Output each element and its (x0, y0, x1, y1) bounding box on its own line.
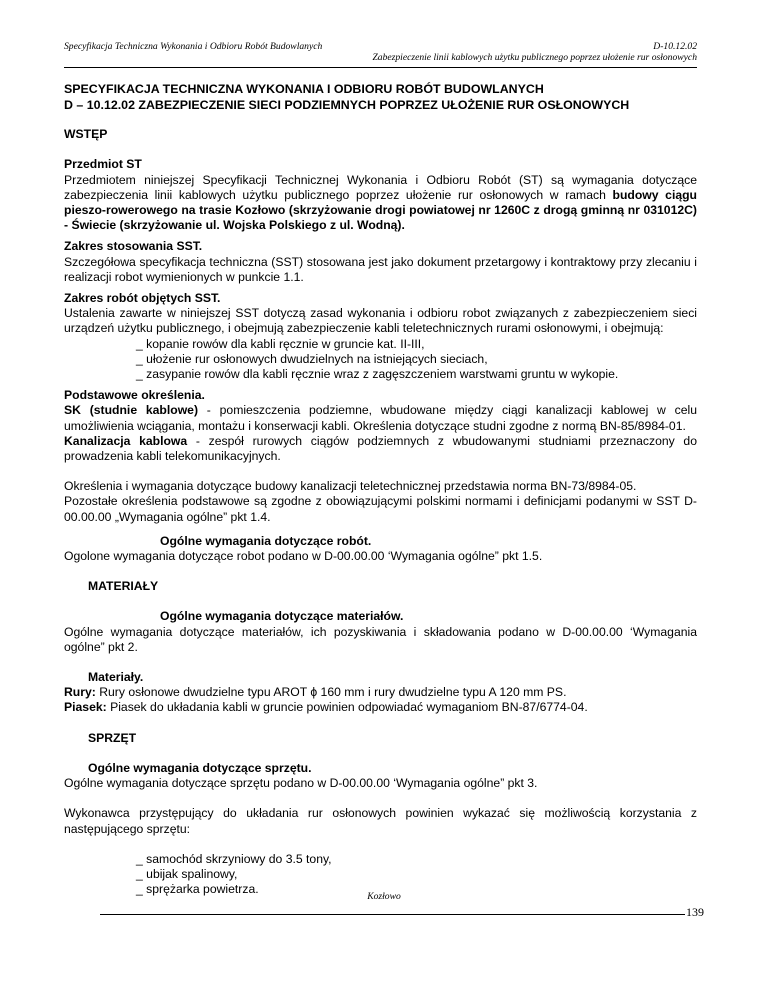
subsection-heading-okreslenia: Podstawowe określenia. (64, 388, 205, 403)
piasek-text: Piasek do układania kabli w gruncie powinien odpowiadać wymaganiom BN-87/6774-04. (106, 700, 588, 715)
piasek-label: Piasek: (64, 700, 107, 715)
definition-term: Kanalizacja kablowa (64, 433, 188, 448)
section-heading-materialy: MATERIAŁY (88, 579, 159, 594)
header-subtitle: Zabezpieczenie linii kablowych użytku publicznego poprzez ułożenie rur osłonowych (372, 52, 697, 63)
header-spec-code: D-10.12.02 (653, 41, 697, 52)
list-item: _ sprężarka powietrza. (136, 882, 259, 897)
rury-text: Rury osłonowe dwudzielne typu AROT ϕ 160 mm i rury dwudzielne typu A 120 mm PS. (95, 685, 567, 700)
subsection-heading-ogolne-sprzetu: Ogólne wymagania dotyczące sprzętu. (88, 760, 312, 775)
okreslenia-paragraph-1: Określenia i wymagania dotyczące budowy kanalizacji teletechnicznej przedstawia norma BN-73/8984-05. (64, 479, 637, 494)
subsection-heading-zakres-stosowania: Zakres stosowania SST. (64, 239, 203, 254)
materialy-rury (64, 685, 697, 700)
rury-label: Rury: (64, 685, 96, 700)
definition-text: - pomieszczenia podziemne, wbudowane między ciągi kanalizacji kablowej w celu umożliwienia wciągania, montażu i konserwacji kabli. Określenia dotyczące studni zgodne z normą BN-85/8984-01. (64, 403, 697, 433)
zakres-robot-list (136, 337, 697, 383)
list-item: _ zasypanie rowów dla kabli ręcznie wraz z zagęszczeniem warstwami gruntu w wykopie. (136, 367, 619, 382)
przedmiot-project-name: budowy ciągu pieszo-rowerowego na trasie Kozłowo (skrzyżowanie drogi powiatowej nr 1260C z drogą gminną nr 031012C) - Świecie (skrzyżowanie ul. Wojska Polskiego z ul. Wodną). (64, 187, 697, 233)
header-left-text: Specyfikacja Techniczna Wykonania i Odbioru Robót Budowlanych (64, 41, 323, 52)
document-title (64, 82, 697, 113)
okreslenia-paragraph-2: Pozostałe określenia podstawowe są zgodne z obowiązującymi polskimi normami i definicjami podanymi w SST D-00.00.00 „Wymagania ogólne” pkt 1.4. (64, 494, 697, 524)
title-line-1: SPECYFIKACJA TECHNICZNA WYKONANIA I ODBIORU ROBÓT BUDOWLANYCH (64, 82, 544, 96)
przedmiot-text: Przedmiotem niniejszej Specyfikacji Technicznej Wykonania i Odbioru Robót (ST) są wymagania dotyczące zabezpieczenia linii kablowych użytku publicznego poprzez ułożenie rur osłonowych w ramach (64, 172, 697, 202)
section-heading-sprzet: SPRZĘT (88, 730, 137, 745)
footer-divider (100, 914, 685, 915)
page-number: 139 (686, 905, 704, 919)
definition-term: SK (studnie kablowe) (64, 403, 199, 418)
document-body (64, 82, 697, 897)
list-item: _ samochód skrzyniowy do 3.5 tony, (136, 851, 332, 866)
subsection-heading-zakres-robot: Zakres robót objętych SST. (64, 291, 221, 306)
subsection-heading-ogolne-robot: Ogólne wymagania dotyczące robót. (160, 533, 372, 548)
definition-text: - zespół rurowych ciągów podziemnych z wbudowanymi studniami przeznaczony do prowadzenia kabli telekomunikacyjnych. (64, 433, 697, 464)
materialy-piasek (64, 700, 697, 715)
section-heading-wstep: WSTĘP (64, 127, 108, 142)
zakres-stosowania-paragraph: Szczegółowa specyfikacja techniczna (SST) stosowana jest jako dokument przetargowy i kontraktowy przy zlecaniu i realizacji robot wymienionych w punkcie 1.1. (64, 254, 697, 284)
footer-location: Kozłowo (367, 891, 401, 902)
ogolne-sprzetu-paragraph: Ogólne wymagania dotyczące sprzętu podano w D-00.00.00 ‘Wymagania ogólne” pkt 3. (64, 776, 538, 791)
list-item: _ kopanie rowów dla kabli ręcznie w gruncie kat. II-III, (136, 336, 425, 351)
ogolne-materialow-paragraph: Ogólne wymagania dotyczące materiałów, ich pozyskiwania i składowania podano w D-00.00.00 ‘Wymagania ogólne” pkt 2. (64, 624, 697, 654)
subsection-heading-materialy: Materiały. (88, 670, 144, 685)
ogolne-robot-paragraph: Ogolone wymagania dotyczące robot podano w D-00.00.00 ‘Wymagania ogólne” pkt 1.5. (64, 549, 543, 564)
definition-kanalizacja (64, 434, 697, 464)
definition-sk (64, 403, 697, 433)
przedmiot-paragraph (64, 173, 697, 234)
list-item: _ ubijak spalinowy, (136, 866, 238, 881)
subsection-heading-przedmiot: Przedmiot ST (64, 157, 142, 172)
sprzet-intro-paragraph: Wykonawca przystępujący do układania rur osłonowych powinien wykazać się możliwością korzystania z następującego sprzętu: (64, 806, 697, 836)
subsection-heading-ogolne-materialow: Ogólne wymagania dotyczące materiałów. (160, 609, 404, 624)
list-item: _ ułożenie rur osłonowych dwudzielnych na istniejących sieciach, (136, 351, 488, 366)
header-divider (64, 67, 697, 68)
zakres-robot-paragraph: Ustalenia zawarte w niniejszej SST dotyczą zasad wykonania i odbioru robot związanych z zabezpieczeniem sieci urządzeń użytku publicznego, i obejmują zabezpieczenie kabli teletechnicznych rurami osłonowymi, i obejmują: (64, 306, 697, 336)
title-line-2: D – 10.12.02 ZABEZPIECZENIE SIECI PODZIEMNYCH POPRZEZ UŁOŻENIE RUR OSŁONOWYCH (64, 97, 630, 112)
